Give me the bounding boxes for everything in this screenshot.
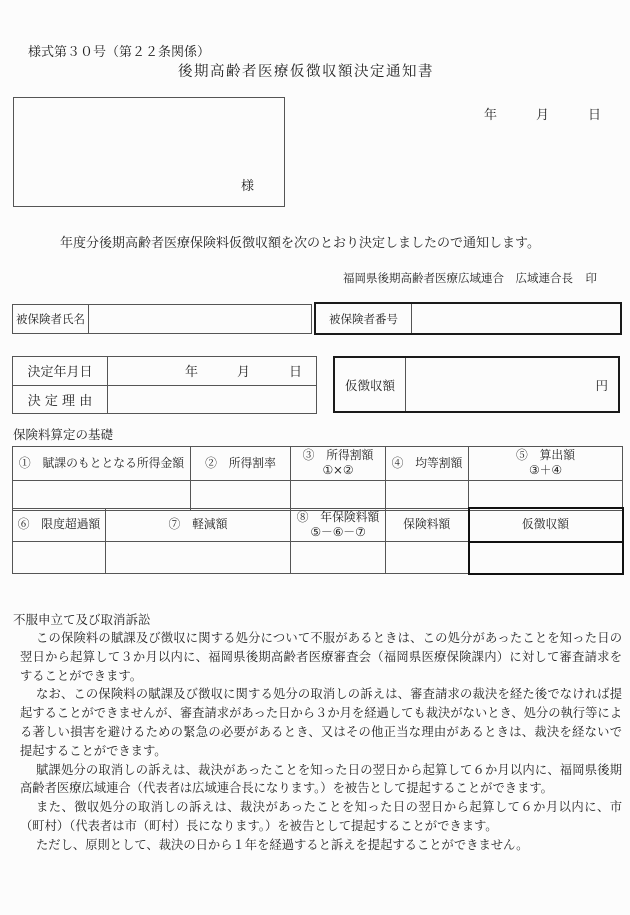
provisional-amount-value (406, 358, 618, 411)
appeal-section-heading: 不服申立て及び取消訴訟 (13, 612, 151, 627)
calc-value-per-capita (386, 480, 469, 510)
decision-table (12, 356, 317, 414)
decision-reason-value (108, 386, 316, 414)
issuer-line (343, 270, 597, 286)
insured-number-value (412, 304, 620, 333)
calc-header-annual-premium: ⑧ 年保険料額 ⑤－⑥－⑦ (291, 508, 386, 542)
calc-value-income-rate (191, 480, 291, 510)
calc-value-provisional-amount (469, 542, 623, 574)
insured-name-label: 被保険者氏名 (13, 305, 89, 333)
provisional-amount-unit: 円 (595, 377, 608, 393)
issue-date: 年 月 日 (483, 108, 601, 123)
calc-value-reduction (106, 542, 291, 574)
calc-value-computed-total (469, 480, 623, 510)
decision-reason-row (13, 385, 316, 414)
decision-date-value: 年 月 日 (184, 365, 302, 381)
issuer-name: 福岡県後期高齢者医療広域連合 広域連合長 (343, 271, 573, 285)
decision-date-label: 決定年月日 (13, 357, 108, 385)
insured-number-label: 被保険者番号 (316, 304, 412, 333)
calc-header-reduction: ⑦ 軽減額 (106, 508, 291, 542)
appeal-paragraph-2: なお、この保険料の賦課及び徴収に関する処分の取消しの訴えは、審査請求の裁決を経た後でなければ提起することができませんが、審査請求があった日から３か月を経過しても裁決がないとき、処分の執行等による著しい損害を避けるための緊急の必要があるとき、又はその他正当な理由があるときは、裁決を経ないで提起することができます。 (20, 687, 622, 758)
calc-value-income-levy (291, 480, 386, 510)
calc-value-annual-premium (291, 542, 386, 574)
insured-number-box (314, 302, 622, 335)
insured-name-value (89, 305, 311, 333)
calc-header-income-rate: ② 所得割率 (191, 447, 291, 481)
decision-reason-label: 決 定 理 由 (13, 386, 108, 414)
calc-header-income-levy: ③ 所得割額 ①×② (291, 447, 386, 481)
provisional-amount-label: 仮徴収額 (335, 358, 406, 411)
page-title: 後期高齢者医療仮徴収額決定通知書 (178, 64, 434, 80)
calc-header-computed-total: ⑤ 算出額 ③＋④ (469, 447, 623, 481)
appeal-section-body (20, 629, 622, 855)
seal-mark: 印 (585, 271, 597, 285)
notice-text: 年度分後期高齢者医療保険料仮徴収額を次のとおり決定しましたので通知します。 (60, 236, 540, 251)
appeal-paragraph-3: 賦課処分の取消しの訴えは、裁決があったことを知った日の翌日から起算して６か月以内に、福岡県後期高齢者医療広域連合（代表者は広域連合長になります。）を被告として提起することができます。 (20, 762, 622, 796)
calc-header-excess-limit: ⑥ 限度超過額 (13, 508, 106, 542)
provisional-amount-box (333, 356, 620, 413)
calc-header-income-base: ① 賦課のもととなる所得金額 (13, 447, 191, 481)
calc-value-excess-limit (13, 542, 106, 574)
appeal-paragraph-4: また、徴収処分の取消しの訴えは、裁決があったことを知った日の翌日から起算して６か月以内に、市（町村）（代表者は市（町村）長になります。）を被告として提起することができます。 (20, 800, 622, 833)
addressee-box (13, 97, 285, 207)
calc-value-premium-amount (386, 542, 469, 574)
form-number: 様式第３０号（第２２条関係） (28, 45, 211, 60)
decision-date-row (13, 357, 316, 385)
calc-header-provisional-amount: 仮徴収額 (469, 508, 623, 542)
appeal-paragraph-5: ただし、原則として、裁決の日から１年を経過すると訴えを提起することができません。 (36, 837, 529, 852)
calc-value-income-base (13, 480, 191, 510)
appeal-paragraph-1: この保険料の賦課及び徴収に関する処分について不服があるときは、この処分があったことを知った日の翌日から起算して３か月以内に、福岡県後期高齢者医療審査会（福岡県医療保険課内）に対して審査請求をすることができます。 (20, 631, 622, 683)
calc-header-premium-amount: 保険料額 (386, 508, 469, 542)
addressee-suffix: 様 (240, 179, 254, 194)
insured-name-row (12, 304, 312, 334)
calc-basis-table-upper (12, 446, 623, 511)
calc-header-per-capita: ④ 均等割額 (386, 447, 469, 481)
calc-basis-caption: 保険料算定の基礎 (13, 427, 114, 442)
calc-basis-table-lower (12, 507, 624, 575)
